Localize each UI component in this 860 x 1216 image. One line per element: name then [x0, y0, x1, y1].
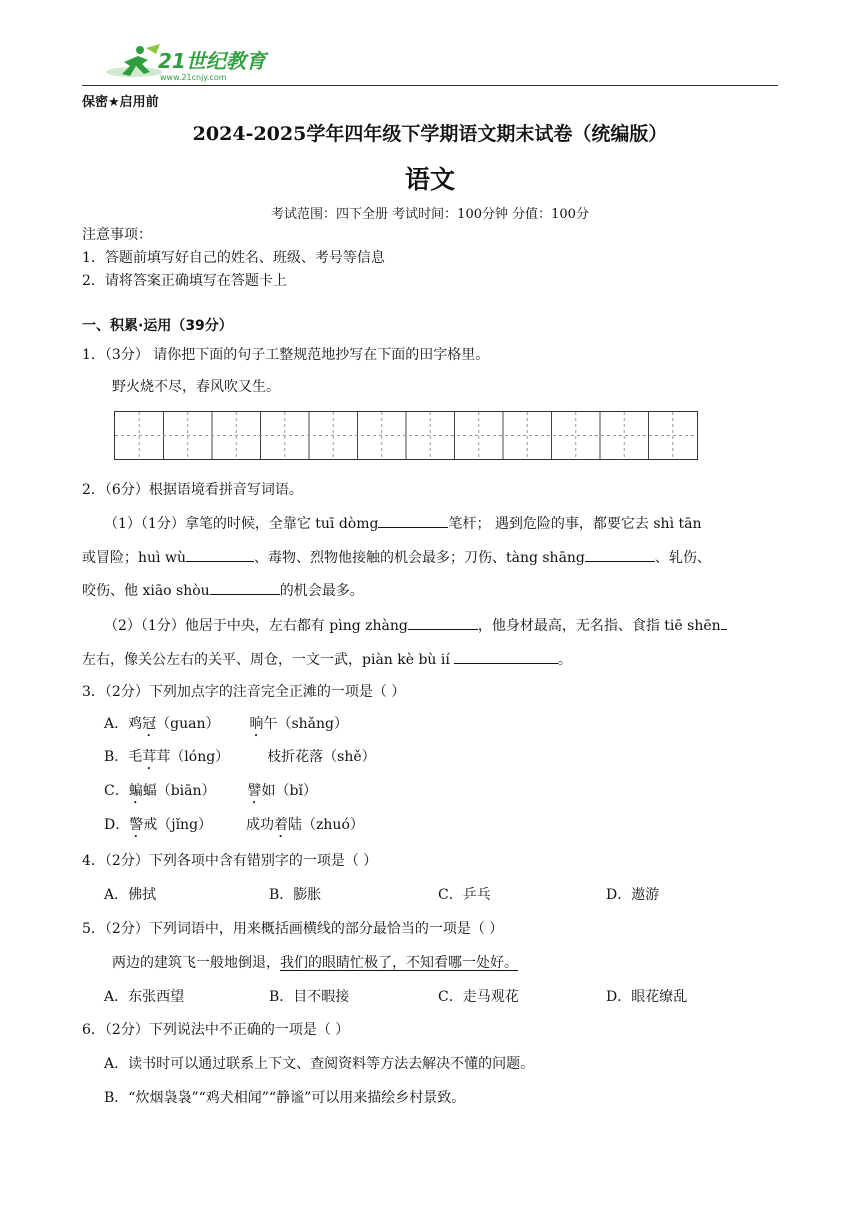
underlined-phrase: 我们的眼睛忙极了，不知看哪一处好。 — [280, 955, 518, 971]
exam-title: 2024-2025学年四年级下学期语文期末试卷（统编版） — [192, 123, 668, 145]
logo-brand: 21世纪教育 — [158, 49, 266, 73]
note-item: 1．答题前填写好自己的姓名、班级、考号等信息 — [82, 250, 385, 266]
q6-option-b[interactable]: B．“炊烟袅袅”“鸡犬相闻”“静谧”可以用来描绘乡村景致。 — [104, 1090, 466, 1106]
answer-blank[interactable] — [186, 547, 254, 562]
q5-option[interactable]: A．东张西望 — [104, 989, 185, 1005]
q2-text: （1）（1分）拿笔的时候，全靠它 tuī dòmg — [104, 516, 379, 532]
q2-text: 。 — [557, 652, 572, 668]
q3-option-b[interactable]: B．毛茸茸（lóng） 枝折花落（shě） — [104, 749, 376, 765]
answer-blank[interactable] — [378, 513, 448, 528]
q2-text: 、毒物、烈物他接触的机会最多；刀伤、tàng shāng — [253, 550, 585, 566]
answer-blank[interactable] — [408, 615, 478, 630]
q2-text: 的机会最多。 — [279, 583, 364, 599]
q3-option-a[interactable]: A．鸡冠（guan） 晌午（shǎng） — [104, 716, 348, 732]
q2-sub1-line3 — [82, 580, 364, 600]
logo — [104, 42, 274, 84]
logo-url: www.21cnjy.com — [160, 73, 227, 82]
q2-text: 笔杆； 遇到危险的事，都要它去 shì tān — [448, 516, 702, 532]
q2-text: 或冒险；huì wù — [82, 550, 186, 566]
q3-option-c[interactable]: C．蝙蝠（biān） 譬如（bǐ） — [104, 783, 317, 799]
runner-icon — [104, 42, 274, 84]
q5-option[interactable]: B．目不暇接 — [269, 989, 350, 1005]
q4-option[interactable]: D．遨游 — [606, 887, 660, 903]
q2-sub1-line2 — [82, 547, 711, 567]
answer-blank[interactable] — [721, 615, 727, 630]
q1-stem: 1．（3分） 请你把下面的句子工整规范地抄写在下面的田字格里。 — [82, 347, 490, 363]
q6-option-a[interactable]: A．读书时可以通过联系上下文、查阅资料等方法去解决不懂的问题。 — [104, 1056, 535, 1072]
section-heading: 一、积累·运用（39分） — [82, 318, 233, 334]
q4-option[interactable]: C．乒乓 — [438, 887, 491, 903]
answer-blank[interactable] — [210, 580, 280, 595]
q3-option-d[interactable]: D．警戒（jǐng） 成功着陆（zhuó） — [104, 817, 364, 833]
notes-heading: 注意事项： — [82, 227, 152, 243]
q2-text: 左右，像关公左右的关平、周仓，一文一武，piàn kè bù ií — [82, 652, 450, 668]
answer-blank[interactable] — [585, 547, 655, 562]
tianzige-grid[interactable] — [114, 411, 698, 460]
q5-stem: 5．（2分）下列词语中，用来概括画横线的部分最恰当的一项是（ ） — [82, 921, 504, 937]
q5-sentence: 两边的建筑飞一般地倒退，我们的眼睛忙极了，不知看哪一处好。 — [112, 955, 518, 971]
confidential-label: 保密★启用前 — [82, 95, 159, 110]
q2-sub2-line2 — [82, 649, 572, 669]
q6-stem: 6．（2分）下列说法中不正确的一项是（ ） — [82, 1022, 350, 1038]
q2-stem: 2．（6分）根据语境看拼音写词语。 — [82, 482, 303, 498]
q2-text: 咬伤、他 xiāo shòu — [82, 583, 210, 599]
exam-subject: 语文 — [404, 165, 455, 194]
answer-blank[interactable] — [454, 649, 558, 664]
q4-option[interactable]: B．膨胀 — [269, 887, 322, 903]
note-item: 2．请将答案正确填写在答题卡上 — [82, 273, 287, 289]
q5-option[interactable]: C．走马观花 — [438, 989, 519, 1005]
header-rule — [82, 85, 778, 86]
q3-stem: 3．（2分）下列加点字的注音完全正滩的一项是（ ） — [82, 684, 406, 700]
q2-text: 、轧伤、 — [654, 550, 711, 566]
q4-option[interactable]: A．佛拭 — [104, 887, 157, 903]
q1-text: 野火烧不尽，春风吹又生。 — [112, 379, 280, 395]
q2-text: ，他身材最高，无名指、食指 tiē shēn — [477, 618, 721, 634]
q2-sub2-line1 — [104, 615, 727, 635]
q2-sub1-line1 — [104, 513, 712, 533]
q5-option[interactable]: D．眼花缭乱 — [606, 989, 688, 1005]
exam-meta: 考试范围：四下全册 考试时间：100分钟 分值：100分 — [271, 207, 589, 222]
q4-stem: 4．（2分）下列各项中含有错别字的一项是（ ） — [82, 853, 378, 869]
q2-text: （2）（1分）他居于中央，左右都有 pìng zhàng — [104, 618, 408, 634]
